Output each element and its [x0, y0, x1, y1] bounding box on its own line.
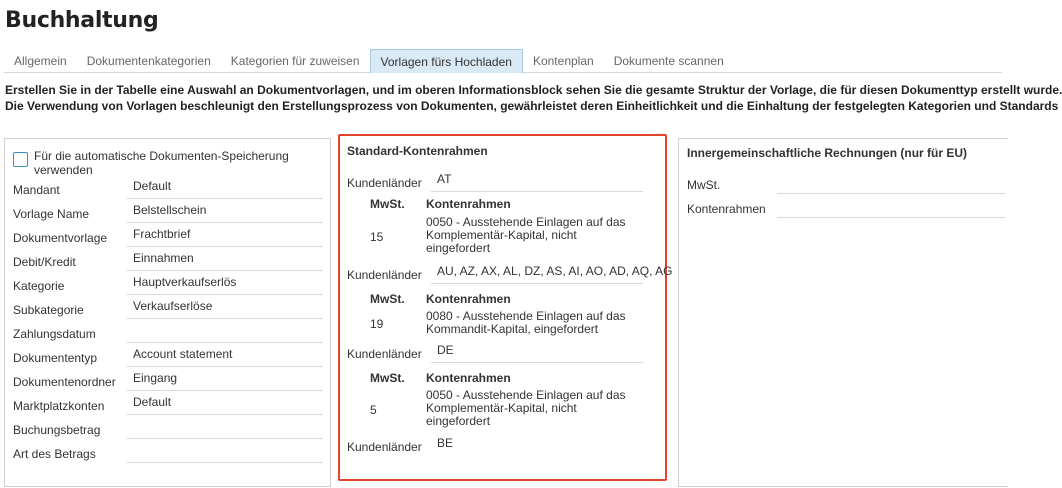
mwst-header: MwSt. [370, 197, 405, 211]
kundenlaender-label: Kundenländer [347, 440, 422, 454]
template-details-panel [4, 138, 331, 487]
field-value[interactable]: Verkaufserlöse [127, 297, 323, 319]
field-value[interactable]: Default [127, 177, 323, 199]
kundenlaender-row [347, 262, 673, 284]
field-dokumentenordner [13, 369, 325, 393]
kundenlaender-row [347, 341, 643, 363]
kundenlaender-row [347, 434, 643, 456]
field-value[interactable]: Eingang [127, 369, 323, 391]
field-buchungsbetrag [13, 417, 325, 441]
field-label: Buchungsbetrag [13, 423, 101, 437]
kontenrahmen-header: Kontenrahmen [426, 371, 511, 385]
field-mwst [687, 172, 1005, 194]
field-mandant [13, 177, 325, 201]
kundenlaender-row [347, 170, 643, 192]
field-label: Vorlage Name [13, 207, 90, 221]
field-subkategorie [13, 297, 325, 321]
tab-kontenplan[interactable]: Kontenplan [532, 54, 594, 68]
field-dokumententyp [13, 345, 325, 369]
field-kategorie [13, 273, 325, 297]
mwst-header: MwSt. [370, 371, 405, 385]
field-vorlage-name [13, 201, 325, 225]
tab-vorlagen-hochladen[interactable]: Vorlagen fürs Hochladen [370, 49, 523, 73]
auto-save-checkbox[interactable] [13, 152, 28, 167]
field-value[interactable]: Default [127, 393, 323, 415]
field-value[interactable] [127, 417, 323, 439]
kontenrahmen-value: 0050 - Ausstehende Einlagen auf das Komplementär-Kapital, nicht eingefordert [426, 388, 626, 428]
kontenrahmen-value: 0080 - Ausstehende Einlagen auf das Kommandit-Kapital, eingefordert [426, 309, 626, 336]
tab-bar [4, 49, 1002, 73]
mwst-value: 19 [370, 317, 384, 331]
field-label: MwSt. [687, 178, 721, 192]
kundenlaender-label: Kundenländer [347, 268, 422, 282]
field-marktplatzkonten [13, 393, 325, 417]
field-label: Subkategorie [13, 303, 84, 317]
field-label: Kategorie [13, 279, 65, 293]
field-value[interactable] [777, 196, 1005, 218]
field-label: Kontenrahmen [687, 202, 766, 216]
field-value[interactable]: Hauptverkaufserlös [127, 273, 323, 295]
field-label: Dokumentvorlage [13, 231, 108, 245]
tab-kategorien-zuweisen[interactable]: Kategorien für zuweisen [230, 54, 360, 68]
intro-text [5, 82, 1062, 114]
field-label: Zahlungsdatum [13, 327, 96, 341]
field-label: Mandant [13, 183, 60, 197]
kundenlaender-value[interactable]: BE [437, 436, 454, 450]
mwst-value: 15 [370, 230, 384, 244]
field-zahlungsdatum [13, 321, 325, 345]
tab-dokumentenkategorien[interactable]: Dokumentenkategorien [86, 54, 211, 68]
field-value[interactable]: Account statement [127, 345, 323, 367]
innergemeinschaftliche-panel [678, 138, 1008, 487]
field-debit-kredit [13, 249, 325, 273]
field-label: Marktplatzkonten [13, 399, 105, 413]
field-kontenrahmen [687, 196, 1005, 218]
kundenlaender-value[interactable]: DE [431, 341, 643, 363]
kundenlaender-value[interactable]: AU, AZ, AX, AL, DZ, AS, AI, AO, AD, AQ, AG [431, 262, 643, 284]
field-value[interactable] [127, 441, 323, 463]
kontenrahmen-header: Kontenrahmen [426, 292, 511, 306]
kundenlaender-label: Kundenländer [347, 347, 422, 361]
tab-dokumente-scannen[interactable]: Dokumente scannen [613, 54, 724, 68]
field-value[interactable] [127, 321, 323, 343]
auto-save-label: Für die automatische Dokumenten-Speicherung verwenden [34, 149, 289, 177]
field-value[interactable]: Einnahmen [127, 249, 323, 271]
mwst-header: MwSt. [370, 292, 405, 306]
mwst-value: 5 [370, 403, 377, 417]
field-value[interactable]: Frachtbrief [127, 225, 323, 247]
field-label: Dokumentenordner [13, 375, 116, 389]
field-value[interactable]: Belstellschein [127, 201, 323, 223]
page-title: Buchhaltung [5, 8, 159, 33]
field-label: Dokumententyp [13, 351, 98, 365]
auto-save-option [13, 149, 323, 177]
section-title: Innergemeinschaftliche Rechnungen (nur für EU) [687, 146, 968, 160]
kundenlaender-label: Kundenländer [347, 176, 422, 190]
kontenrahmen-header: Kontenrahmen [426, 197, 511, 211]
intro-line-1: Erstellen Sie in der Tabelle eine Auswahl an Dokumentvorlagen, und im oberen Informationsblock sehen Sie die gesamte Struktur der Vorlage, die für diesen Dokumenttyp erstellt wurde. [5, 83, 1062, 97]
kontenrahmen-value: 0050 - Ausstehende Einlagen auf das Komplementär-Kapital, nicht eingefordert [426, 215, 626, 255]
intro-line-2: Die Verwendung von Vorlagen beschleunigt den Erstellungsprozess von Dokumenten, gewährleistet deren Einheitlichkeit und die Einhaltung der festgelegten Kategorien und Standards [5, 99, 1059, 113]
kundenlaender-value[interactable]: AT [431, 170, 643, 192]
field-label: Art des Betrags [13, 447, 96, 461]
field-dokumentvorlage [13, 225, 325, 249]
field-value[interactable] [777, 172, 1005, 194]
field-art-des-betrags [13, 441, 325, 465]
tab-allgemein[interactable]: Allgemein [14, 54, 67, 68]
standard-kontenrahmen-panel [338, 134, 673, 481]
section-title: Standard-Kontenrahmen [347, 144, 488, 158]
field-label: Debit/Kredit [13, 255, 76, 269]
